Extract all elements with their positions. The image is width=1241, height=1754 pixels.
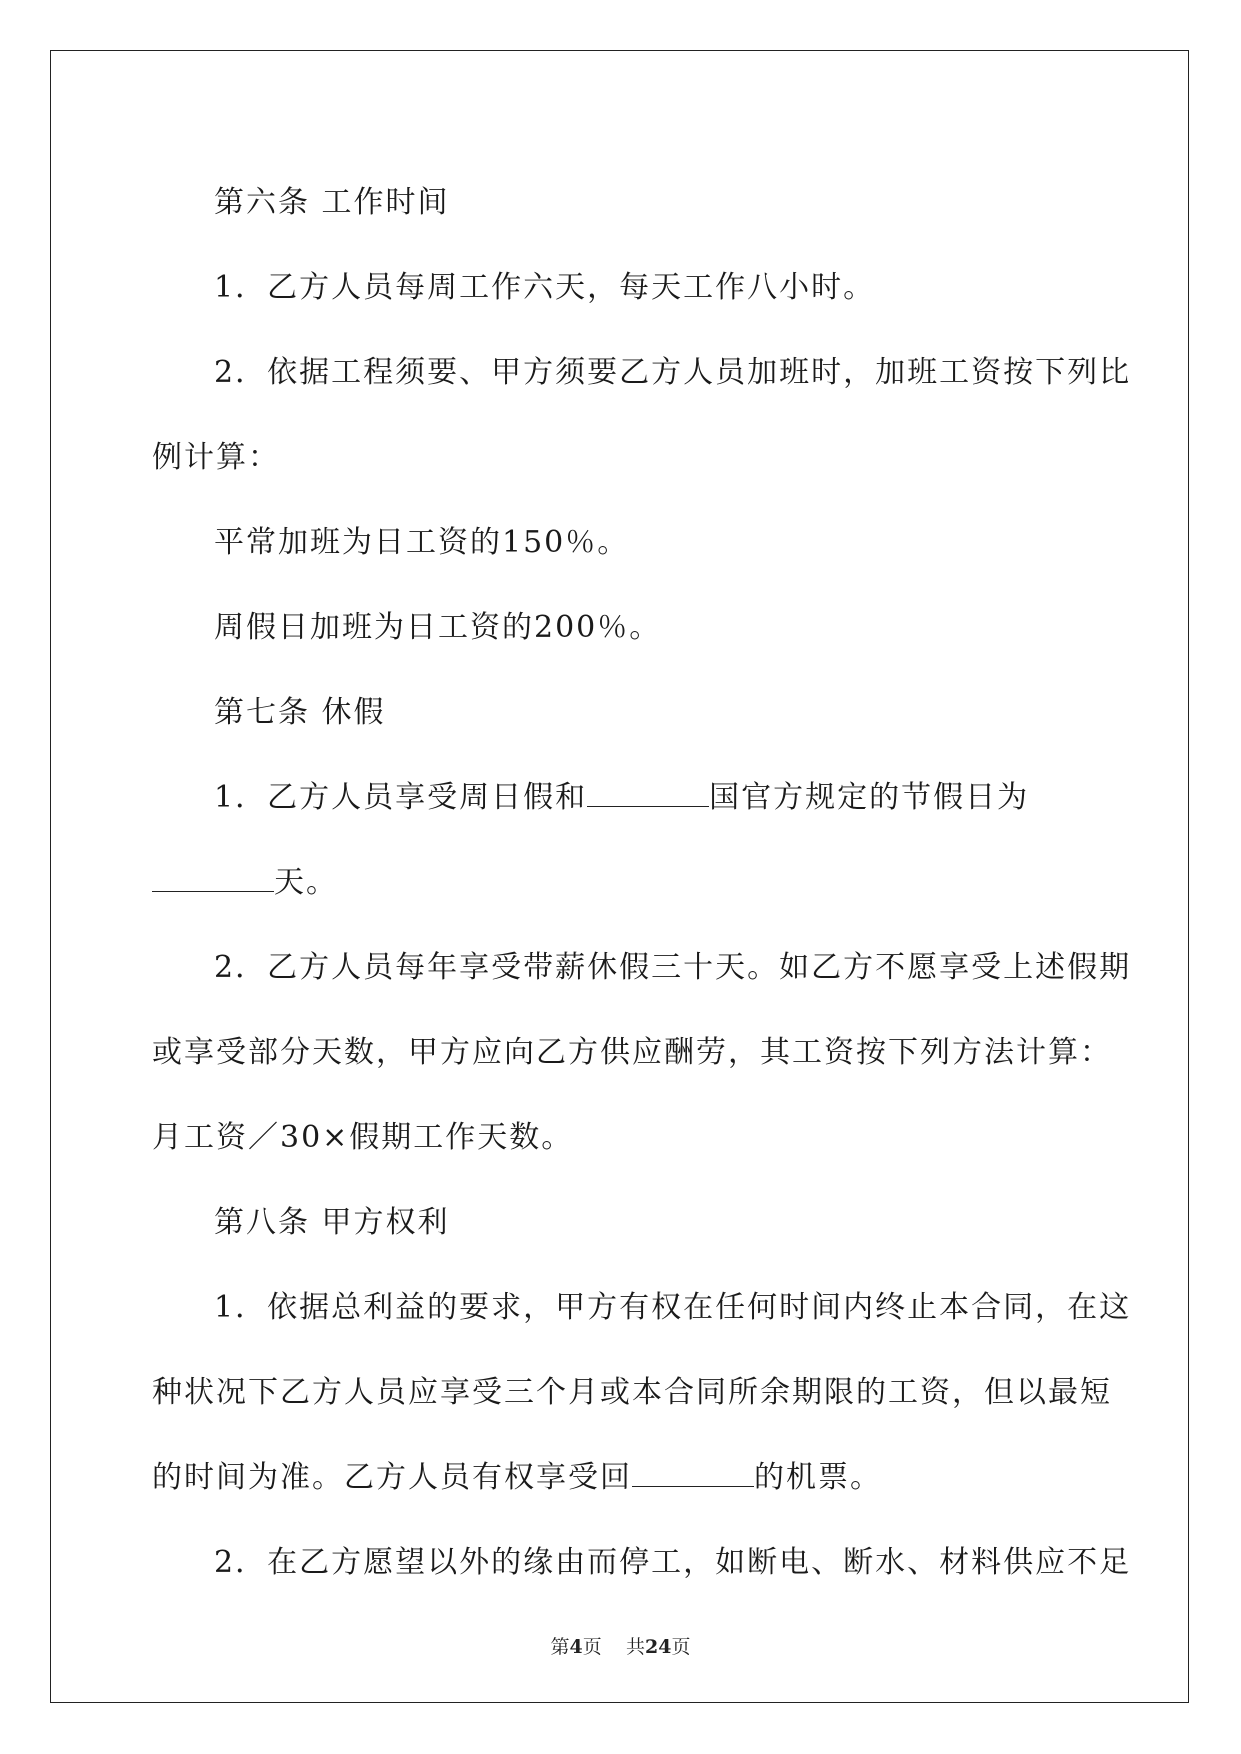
paragraph-line: 2．在乙方愿望以外的缘由而停工，如断电、断水、材料供应不足 [214, 1545, 1132, 1580]
paragraph-line: 或享受部分天数，甲方应向乙方供应酬劳，其工资按下列方法计算： [152, 1035, 1112, 1070]
text-segment: 的机票。 [754, 1460, 882, 1495]
article-6-heading: 第六条 工作时间 [214, 185, 450, 220]
footer-total-prefix: 共 [625, 1636, 645, 1658]
paragraph-line: 2．依据工程须要、甲方须要乙方人员加班时，加班工资按下列比 [214, 355, 1132, 390]
paragraph-line [152, 1435, 1087, 1520]
paragraph-line: 平常加班为日工资的150％。 [214, 525, 630, 560]
paragraph-line: 种状况下乙方人员应享受三个月或本合同所余期限的工资，但以最短 [152, 1375, 1112, 1410]
footer-total-suffix: 页 [671, 1636, 691, 1658]
article-7-heading: 第七条 休假 [214, 695, 386, 730]
text-segment: 国官方规定的节假日为 [709, 780, 1030, 815]
article-8-heading: 第八条 甲方权利 [214, 1205, 450, 1240]
fill-in-blank [152, 865, 274, 892]
text-segment: 的时间为准。乙方人员有权享受回 [152, 1460, 632, 1495]
footer-page-number: 4 [569, 1636, 583, 1658]
paragraph-line [152, 755, 1087, 840]
paragraph-line: 周假日加班为日工资的200％。 [214, 610, 662, 645]
paragraph-line: 2．乙方人员每年享受带薪休假三十天。如乙方不愿享受上述假期 [214, 950, 1132, 985]
paragraph-line [152, 840, 1087, 925]
text-segment: 天。 [274, 865, 338, 900]
fill-in-blank [587, 780, 709, 807]
page-footer [0, 1632, 1241, 1659]
footer-page-suffix: 页 [582, 1636, 602, 1658]
paragraph-line: 例计算： [152, 440, 280, 475]
document-body [152, 160, 1132, 1605]
fill-in-blank [632, 1460, 754, 1487]
footer-prefix: 第 [550, 1636, 570, 1658]
paragraph-line: 1．乙方人员每周工作六天，每天工作八小时。 [214, 270, 876, 305]
footer-total-pages: 24 [644, 1636, 672, 1658]
text-segment: 1．乙方人员享受周日假和 [214, 780, 588, 815]
paragraph-line: 1．依据总利益的要求，甲方有权在任何时间内终止本合同，在这 [214, 1290, 1132, 1325]
paragraph-line: 月工资／30×假期工作天数。 [152, 1120, 574, 1155]
